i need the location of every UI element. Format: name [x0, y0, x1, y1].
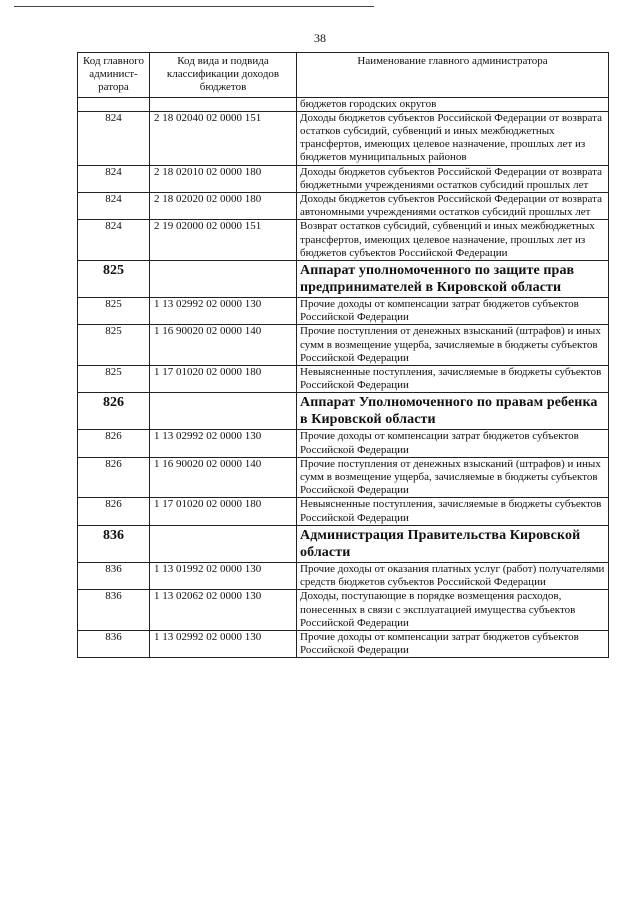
- admin-name-cell: Прочие доходы от компенсации затрат бюджетов субъектов Российской Федерации: [297, 298, 609, 325]
- admin-code-cell: [78, 97, 150, 111]
- kbk-code-cell: [150, 97, 297, 111]
- kbk-code-cell: 1 17 01020 02 0000 180: [150, 366, 297, 393]
- admin-name-cell: бюджетов городских округов: [297, 97, 609, 111]
- admin-name-cell: Прочие поступления от денежных взысканий (штрафов) и иных сумм в возмещение ущерба, зачисляемые в бюджеты субъектов Российской Федерации: [297, 325, 609, 366]
- kbk-code-cell: 2 18 02020 02 0000 180: [150, 193, 297, 220]
- table-row: [78, 498, 609, 525]
- header-kbk: Код вида и подвида классификации доходов бюджетов: [150, 53, 297, 98]
- kbk-code-cell: 2 18 02010 02 0000 180: [150, 165, 297, 192]
- table-row: [78, 193, 609, 220]
- revenue-administrators-table: [77, 52, 609, 658]
- kbk-code-cell: 1 13 01992 02 0000 130: [150, 562, 297, 589]
- kbk-code-cell: [150, 393, 297, 430]
- admin-name-cell: Доходы, поступающие в порядке возмещения расходов, понесенных в связи с эксплуатацией имущества субъектов Российской Федерации: [297, 590, 609, 631]
- admin-name-cell: Прочие доходы от оказания платных услуг (работ) получателями средств бюджетов субъектов Российской Федерации: [297, 562, 609, 589]
- admin-name-cell: Возврат остатков субсидий, субвенций и иных межбюджетных трансфертов, имеющих целевое назначение, прошлых лет из бюджетов субъектов Российской Федерации: [297, 220, 609, 261]
- admin-name-cell: Администрация Правительства Кировской области: [297, 525, 609, 562]
- section-header-row: [78, 261, 609, 298]
- table-row: [78, 430, 609, 457]
- kbk-code-cell: 1 13 02992 02 0000 130: [150, 430, 297, 457]
- admin-code-cell: 826: [78, 393, 150, 430]
- section-header-row: [78, 393, 609, 430]
- table-row: [78, 457, 609, 498]
- kbk-code-cell: [150, 525, 297, 562]
- kbk-code-cell: 2 19 02000 02 0000 151: [150, 220, 297, 261]
- kbk-code-cell: 1 13 02992 02 0000 130: [150, 298, 297, 325]
- table-row: [78, 630, 609, 657]
- table-row: [78, 111, 609, 165]
- admin-name-cell: Аппарат Уполномоченного по правам ребенка в Кировской области: [297, 393, 609, 430]
- admin-code-cell: 825: [78, 298, 150, 325]
- table-row: [78, 97, 609, 111]
- admin-code-cell: 824: [78, 111, 150, 165]
- table-row: [78, 220, 609, 261]
- kbk-code-cell: 1 13 02062 02 0000 130: [150, 590, 297, 631]
- admin-name-cell: Доходы бюджетов субъектов Российской Федерации от возврата остатков субсидий, субвенций и иных межбюджетных трансфертов, имеющих целевое назначение, прошлых лет из бюджетов муниципальных районов: [297, 111, 609, 165]
- section-header-row: [78, 525, 609, 562]
- admin-code-cell: 825: [78, 325, 150, 366]
- admin-code-cell: 836: [78, 630, 150, 657]
- table-row: [78, 325, 609, 366]
- page-number: 38: [314, 31, 326, 45]
- table-header-row: [78, 53, 609, 98]
- admin-code-cell: 826: [78, 457, 150, 498]
- top-rule: [14, 6, 374, 7]
- admin-name-cell: Невыясненные поступления, зачисляемые в бюджеты субъектов Российской Федерации: [297, 366, 609, 393]
- admin-code-cell: 836: [78, 590, 150, 631]
- kbk-code-cell: 1 16 90020 02 0000 140: [150, 457, 297, 498]
- kbk-code-cell: 1 13 02992 02 0000 130: [150, 630, 297, 657]
- kbk-code-cell: 2 18 02040 02 0000 151: [150, 111, 297, 165]
- kbk-code-cell: [150, 261, 297, 298]
- admin-name-cell: Доходы бюджетов субъектов Российской Федерации от возврата бюджетными учреждениями остатков субсидий прошлых лет: [297, 165, 609, 192]
- table-row: [78, 562, 609, 589]
- kbk-code-cell: 1 16 90020 02 0000 140: [150, 325, 297, 366]
- admin-code-cell: 826: [78, 498, 150, 525]
- table-row: [78, 298, 609, 325]
- kbk-code-cell: 1 17 01020 02 0000 180: [150, 498, 297, 525]
- admin-code-cell: 836: [78, 525, 150, 562]
- admin-code-cell: 824: [78, 193, 150, 220]
- admin-name-cell: Аппарат уполномоченного по защите прав предпринимателей в Кировской области: [297, 261, 609, 298]
- admin-code-cell: 825: [78, 261, 150, 298]
- admin-code-cell: 824: [78, 220, 150, 261]
- admin-code-cell: 825: [78, 366, 150, 393]
- admin-name-cell: Невыясненные поступления, зачисляемые в бюджеты субъектов Российской Федерации: [297, 498, 609, 525]
- header-admin-name: Наименование главного администратора: [297, 53, 609, 98]
- header-admin-code: Код главного админист-ратора: [78, 53, 150, 98]
- table-row: [78, 165, 609, 192]
- table-body: [78, 97, 609, 658]
- table-row: [78, 590, 609, 631]
- admin-name-cell: Прочие доходы от компенсации затрат бюджетов субъектов Российской Федерации: [297, 630, 609, 657]
- admin-code-cell: 824: [78, 165, 150, 192]
- admin-name-cell: Прочие поступления от денежных взысканий (штрафов) и иных сумм в возмещение ущерба, зачисляемые в бюджеты субъектов Российской Федерации: [297, 457, 609, 498]
- admin-name-cell: Прочие доходы от компенсации затрат бюджетов субъектов Российской Федерации: [297, 430, 609, 457]
- admin-code-cell: 826: [78, 430, 150, 457]
- admin-code-cell: 836: [78, 562, 150, 589]
- table-row: [78, 366, 609, 393]
- admin-name-cell: Доходы бюджетов субъектов Российской Федерации от возврата автономными учреждениями остатков субсидий прошлых лет: [297, 193, 609, 220]
